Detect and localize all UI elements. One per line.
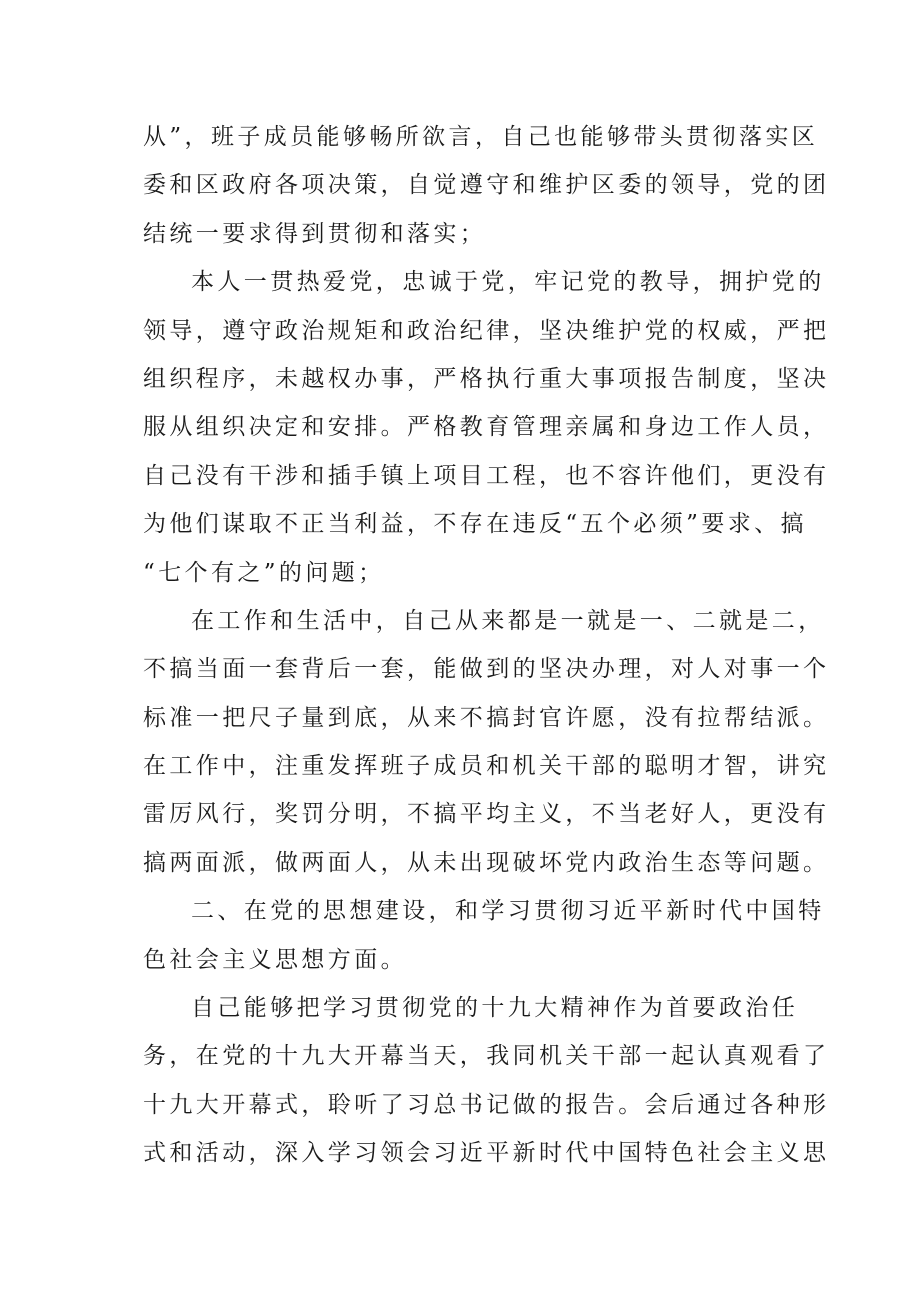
text-line: 组织程序，未越权办事，严格执行重大事项报告制度，坚决 bbox=[143, 365, 830, 392]
text-line: 搞两面派，做两面人，从未出现破坏党内政治生态等问题。 bbox=[143, 849, 830, 876]
text-line: “七个有之”的问题； bbox=[143, 559, 385, 586]
text-line: 服从组织决定和安排。严格教育管理亲属和身边工作人员， bbox=[143, 414, 830, 441]
text-line: 务，在党的十九大开幕当天，我同机关干部一起认真观看了 bbox=[143, 1043, 830, 1070]
text-line: 自己能够把学习贯彻党的十九大精神作为首要政治任 bbox=[191, 995, 799, 1022]
text-line: 在工作和生活中，自己从来都是一就是一、二就是二， bbox=[191, 607, 825, 634]
text-line: 雷厉风行，奖罚分明，不搞平均主义，不当老好人，更没有 bbox=[143, 801, 830, 828]
text-line: 在工作中，注重发挥班子成员和机关干部的聪明才智，讲究 bbox=[143, 753, 830, 780]
text-line: 式和活动，深入学习领会习近平新时代中国特色社会主义思 bbox=[143, 1140, 830, 1167]
text-line: 结统一要求得到贯彻和落实； bbox=[143, 220, 487, 247]
document-page bbox=[143, 113, 830, 1178]
section-heading-line: 色社会主义思想方面。 bbox=[143, 946, 407, 973]
text-line: 自己没有干涉和插手镇上项目工程，也不容许他们，更没有 bbox=[143, 462, 830, 489]
text-line: 标准一把尺子量到底，从来不搞封官许愿，没有拉帮结派。 bbox=[143, 704, 830, 731]
text-line: 不搞当面一套背后一套，能做到的坚决办理，对人对事一个 bbox=[143, 656, 830, 683]
text-line: 领导，遵守政治规矩和政治纪律，坚决维护党的权威，严把 bbox=[143, 317, 830, 344]
text-line: 为他们谋取不正当利益，不存在违反“五个必须”要求、搞 bbox=[143, 511, 807, 538]
text-line: 本人一贯热爱党，忠诚于党，牢记党的教导，拥护党的 bbox=[191, 269, 825, 296]
text-line: 从”，班子成员能够畅所欲言，自己也能够带头贯彻落实区 bbox=[143, 124, 819, 150]
text-line: 委和区政府各项决策，自觉遵守和维护区委的领导，党的团 bbox=[143, 172, 830, 199]
section-heading-line: 二、在党的思想建设，和学习贯彻习近平新时代中国特 bbox=[191, 898, 825, 925]
text-line: 十九大开幕式，聆听了习总书记做的报告。会后通过各种形 bbox=[143, 1091, 830, 1118]
